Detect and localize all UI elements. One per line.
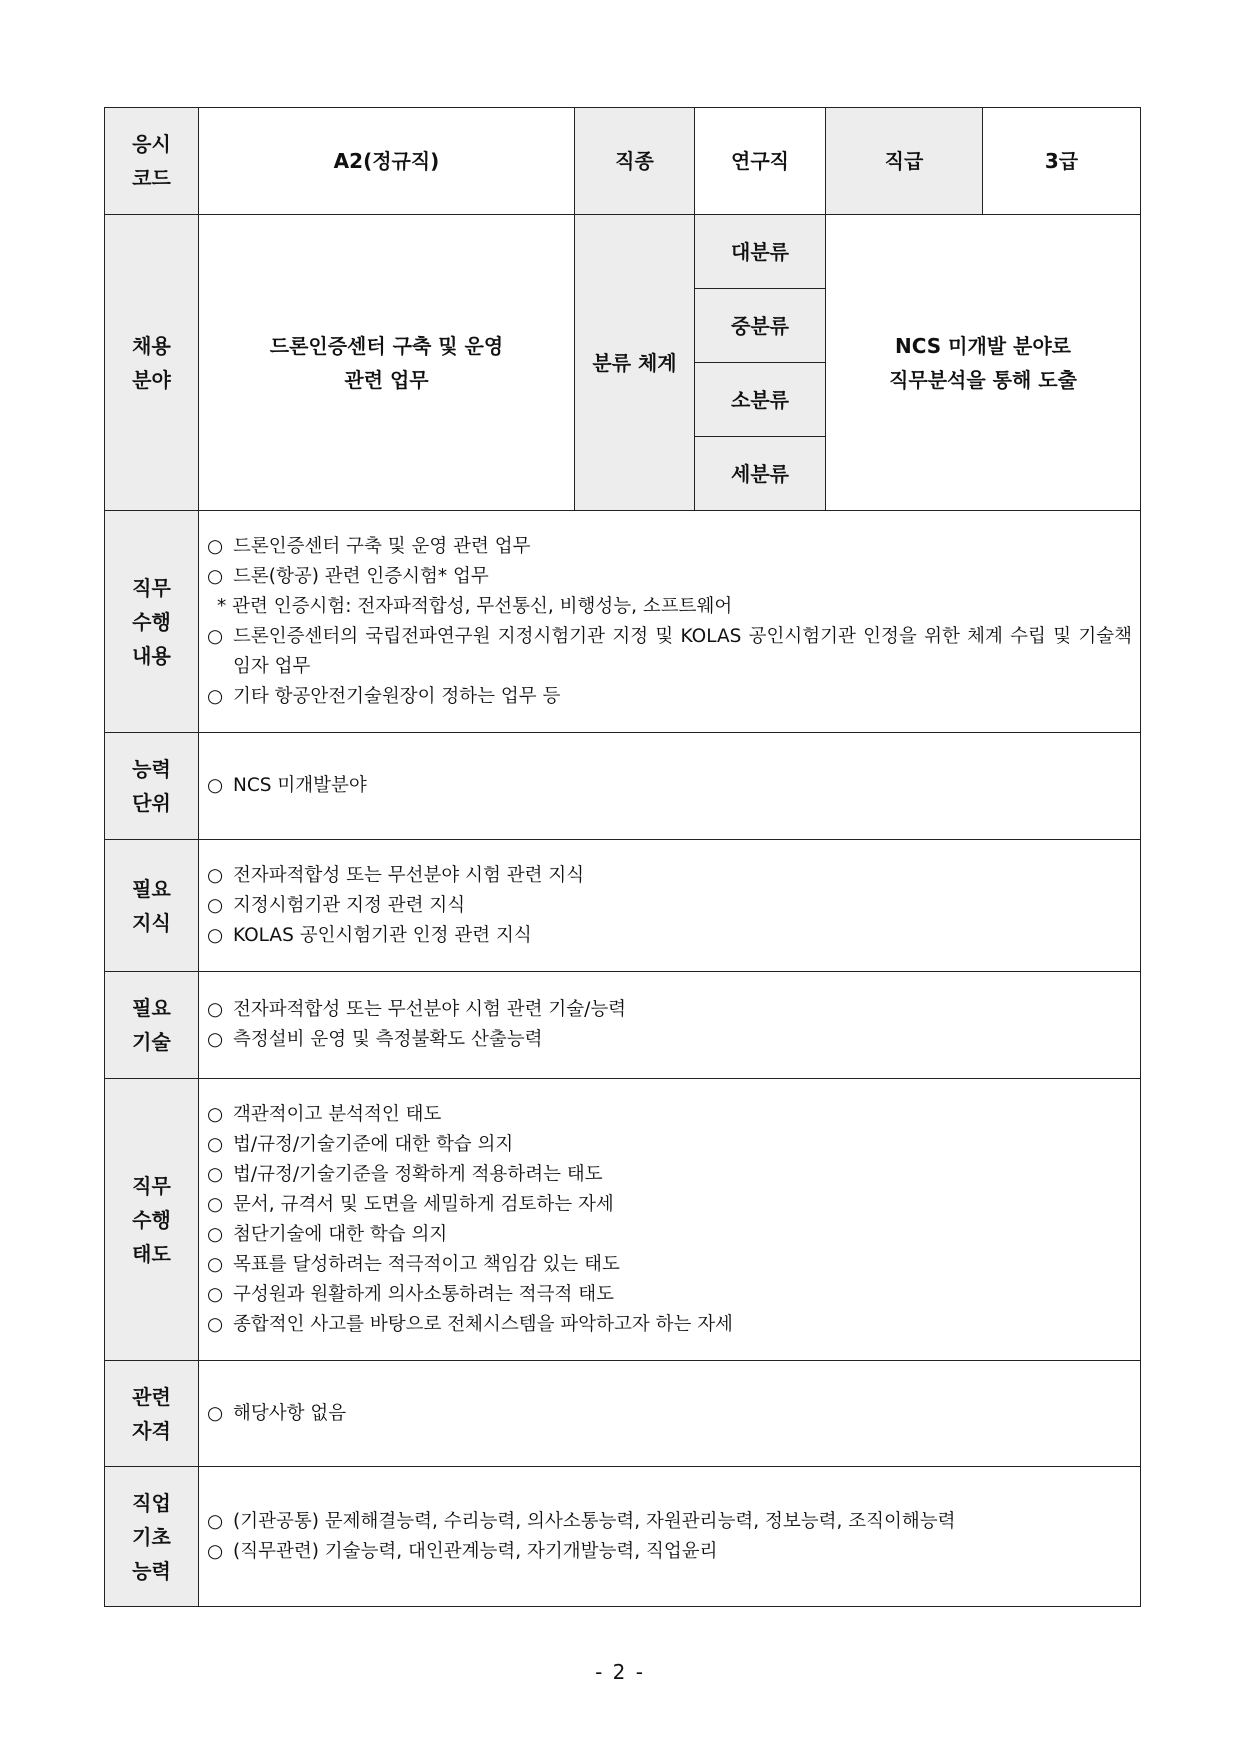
list-item: ○ 종합적인 사고를 바탕으로 전체시스템을 파악하고자 하는 자세 [207,1310,1132,1340]
field-label: 채용 분야 [105,215,199,511]
list-item: ○ 드론인증센터의 국립전파연구원 지정시험기관 지정 및 KOLAS 공인시험기관 인정을 위한 체계 수립 및 기술책임자 업무 [207,622,1132,682]
bullet-icon: ○ [207,894,224,916]
bullet-icon: ○ [207,999,224,1020]
knowledge-label: 필요 지식 [105,840,199,972]
list-item: ○ 첨단기술에 대한 학습 의지 [207,1220,1132,1250]
sub-category-label: 세분류 [695,437,826,511]
list-item: ○ 객관적이고 분석적인 태도 [207,1100,1132,1130]
bullet-icon: ○ [207,1193,224,1215]
certification-label: 관련 자격 [105,1361,199,1467]
list-item: ○ 기타 항공안전기술원장이 정하는 업무 등 [207,682,1132,712]
bullet-icon: ○ [207,1029,224,1050]
bullet-icon: ○ [207,924,224,946]
bullet-icon: ○ [207,864,224,886]
bullet-icon: ○ [207,1163,224,1185]
major-category-label: 대분류 [695,215,826,289]
bullet-icon: ○ [207,775,224,796]
field-value: 드론인증센터 구축 및 운영 관련 업무 [199,215,575,511]
duties-label: 직무 수행 내용 [105,511,199,733]
code-value: A2(정규직) [199,108,575,215]
list-item: ○ 전자파적합성 또는 무선분야 시험 관련 지식 [207,861,1132,891]
minor-category-label: 소분류 [695,363,826,437]
bullet-icon: ○ [207,1253,224,1275]
ability-units-content [199,733,1141,840]
list-item: ○ KOLAS 공인시험기관 인정 관련 지식 [207,921,1132,951]
page-number: - 2 - [595,1660,645,1684]
bullet-icon: ○ [207,625,224,647]
job-type-value: 연구직 [695,108,826,215]
list-item: ○ 측정설비 운영 및 측정불확도 산출능력 [207,1025,1132,1055]
list-item: ○ NCS 미개발분야 [207,771,1132,801]
classification-value: NCS 미개발 분야로 직무분석을 통해 도출 [826,215,1141,511]
bullet-icon: ○ [207,565,224,587]
list-item: ○ 목표를 달성하려는 적극적이고 책임감 있는 태도 [207,1250,1132,1280]
middle-category-label: 중분류 [695,289,826,363]
list-item: ○ 해당사항 없음 [207,1399,1132,1429]
list-item: ○ 법/규정/기술기준을 정확하게 적용하려는 태도 [207,1160,1132,1190]
grade-value: 3급 [983,108,1141,215]
bullet-icon: ○ [207,1540,224,1562]
code-label: 응시 코드 [105,108,199,215]
list-item: ○ 구성원과 원활하게 의사소통하려는 적극적 태도 [207,1280,1132,1310]
certification-content [199,1361,1141,1467]
classification-label: 분류 체계 [575,215,695,511]
list-item: ○ 법/규정/기술기준에 대한 학습 의지 [207,1130,1132,1160]
basic-ability-content [199,1467,1141,1607]
bullet-icon: ○ [207,1510,224,1532]
list-item: ○ (기관공통) 문제해결능력, 수리능력, 의사소통능력, 자원관리능력, 정보능력, 조직이해능력 [207,1507,1132,1537]
job-type-label: 직종 [575,108,695,215]
list-item: ○ (직무관련) 기술능력, 대인관계능력, 자기개발능력, 직업윤리 [207,1537,1132,1567]
list-item: ○ 전자파적합성 또는 무선분야 시험 관련 기술/능력 [207,995,1132,1025]
list-item: ○ 문서, 규격서 및 도면을 세밀하게 검토하는 자세 [207,1190,1132,1220]
skills-label: 필요 기술 [105,972,199,1079]
bullet-icon: ○ [207,1103,224,1125]
grade-label: 직급 [826,108,983,215]
job-description-table [104,107,1141,1607]
list-item: ○ 지정시험기관 지정 관련 지식 [207,891,1132,921]
bullet-icon: ○ [207,1313,224,1335]
bullet-icon: ○ [207,1223,224,1245]
duties-note: * 관련 인증시험: 전자파적합성, 무선통신, 비행성능, 소프트웨어 [217,595,733,617]
bullet-icon: ○ [207,1283,224,1305]
attitude-label: 직무 수행 태도 [105,1079,199,1361]
duties-content [199,511,1141,733]
basic-ability-label: 직업 기초 능력 [105,1467,199,1607]
bullet-icon: ○ [207,1402,224,1424]
bullet-icon: ○ [207,685,224,707]
attitude-content [199,1079,1141,1361]
bullet-icon: ○ [207,535,224,557]
bullet-icon: ○ [207,1133,224,1155]
ability-units-label: 능력 단위 [105,733,199,840]
list-item: ○ 드론(항공) 관련 인증시험* 업무 [207,562,1132,592]
list-item: ○ 드론인증센터 구축 및 운영 관련 업무 [207,532,1132,562]
knowledge-content [199,840,1141,972]
skills-content [199,972,1141,1079]
